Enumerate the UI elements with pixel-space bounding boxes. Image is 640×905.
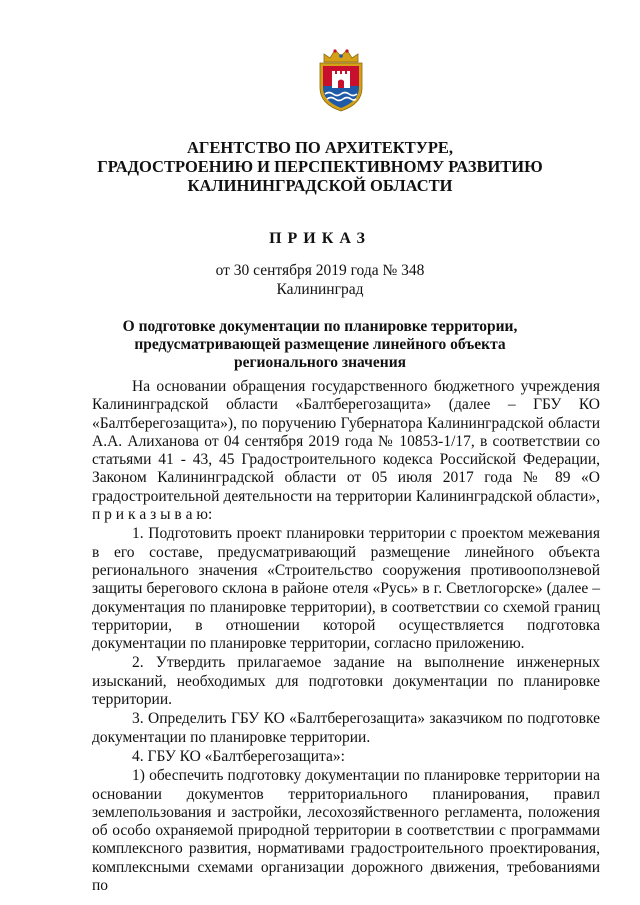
paragraph-item-4: 4. ГБУ КО «Балтберегозащита»: <box>132 747 345 765</box>
paragraph-item-1: 1. Подготовить проект планировки территории с проектом межевания в его составе, предусматривающий размещение линейного объекта регионального значения «Строительство сооружения противооползневой защиты берегового склона в районе отеля «Русь» в г. Светлогорске» (далее – документация по планировке территории), в соответствии со схемой границ территории, в отношении которой осуществляется подготовка документации по планировке территории, согласно приложению. <box>92 525 600 653</box>
subject-line: предусматривающей размещение линейного объекта <box>134 336 506 353</box>
agency-name <box>0 138 640 195</box>
paragraph-preamble: На основании обращения государственного бюджетного учреждения Калининградской области «Балтберегозащита» (далее – ГБУ КО «Балтберегозащита»), по поручению Губернатора Калининградской области А.А. Алиханова от 04 сентября 2019 года № 10853-1/17, в соответствии со статьями 41 - 43, 45 Градостроительного кодекса Российской Федерации, Законом Калининградской области от 05 июля 2017 года № 89 «О градостроительной деятельности на территории Калининградской области», п р и к а з ы в а ю: <box>92 378 600 524</box>
agency-line: КАЛИНИНГРАДСКОЙ ОБЛАСТИ <box>187 176 453 195</box>
document-type: ПРИКАЗ <box>269 230 371 247</box>
agency-line: АГЕНТСТВО ПО АРХИТЕКТУРЕ, <box>186 138 454 157</box>
paragraph-item-4-1: 1) обеспечить подготовку документации по планировке территории на основании документов территориального планирования, правил землепользования и застройки, лесохозяйственного регламента, положения об особо охраняемой природной территории в соответствии с программами комплексного развития, нормативами градостроительного проектирования, комплексными схемами организации дорожного движения, требованиями по <box>92 767 600 895</box>
paragraph-item-3: 3. Определить ГБУ КО «Балтберегозащита» заказчиком по подготовке документации по планировке территории. <box>92 710 600 746</box>
document-body <box>92 378 600 895</box>
subject-line: О подготовке документации по планировке территории, <box>122 318 518 335</box>
city: Калининград <box>276 280 364 298</box>
document-meta <box>0 262 640 299</box>
paragraph-item-2: 2. Утвердить прилагаемое задание на выполнение инженерных изысканий, необходимых для подготовки документации по планировке территории. <box>92 654 600 709</box>
agency-line: ГРАДОСТРОЕНИЮ И ПЕРСПЕКТИВНОМУ РАЗВИТИЮ <box>97 157 543 176</box>
kaliningrad-coat-of-arms-icon <box>316 48 366 112</box>
date-number: от 30 сентября 2019 года № 348 <box>215 262 425 279</box>
subject-line: регионального значения <box>233 354 407 371</box>
document-subject <box>0 318 640 372</box>
